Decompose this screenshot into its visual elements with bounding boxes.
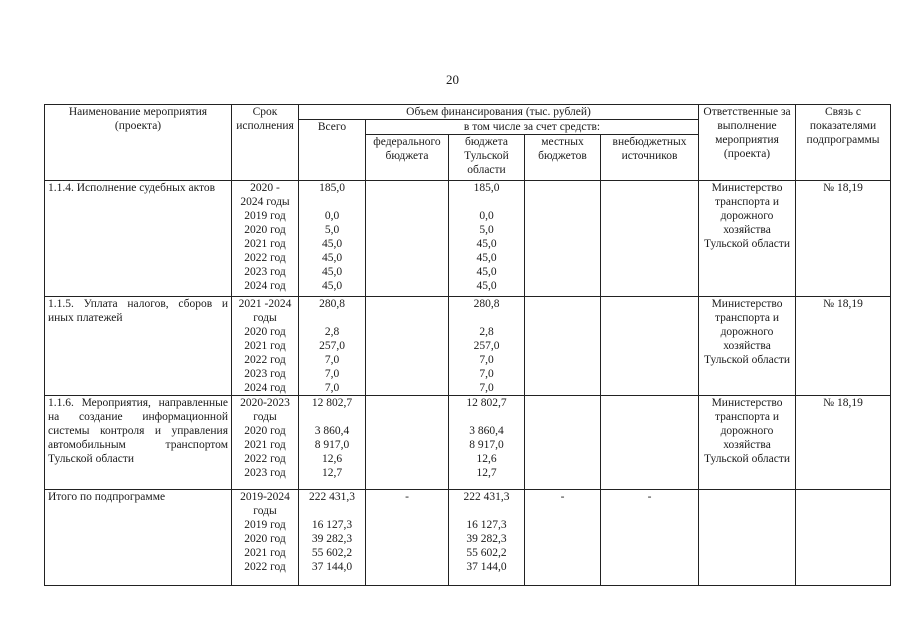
cell-line: - <box>647 491 652 503</box>
cell-line: 2022 год <box>244 453 286 465</box>
cell-line: 2021 год <box>244 340 286 352</box>
cell-line: 45,0 <box>321 252 343 264</box>
cell-line: 185,0 <box>319 182 345 194</box>
cell-line: 2020-2023 <box>240 397 290 409</box>
cell-event-name: 1.1.6. Мероприятия, направленные на создание информационной системы контроля и управления автомобильным транспортом Тульской области <box>45 396 232 490</box>
cell-line: 45,0 <box>321 238 343 250</box>
cell-line: 2023 год <box>244 266 286 278</box>
cell-indicator-link <box>796 490 891 586</box>
financing-table <box>44 104 891 586</box>
cell-line: 7,0 <box>324 368 340 380</box>
header-name: Наименование мероприятия (проекта) <box>45 105 232 181</box>
cell-line: 12,6 <box>321 453 343 465</box>
cell-line: 257,0 <box>473 340 500 352</box>
cell-line: 16 127,3 <box>311 519 353 531</box>
header-total: Всего <box>299 120 366 181</box>
cell-extra <box>601 490 699 586</box>
table-row <box>45 490 891 586</box>
header-funding: Объем финансирования (тыс. рублей) <box>299 105 699 120</box>
cell-line: 2020 - <box>250 182 280 194</box>
cell-regional <box>449 396 525 490</box>
header-local: местных бюджетов <box>525 135 601 181</box>
cell-line <box>452 195 521 209</box>
header-link: Связь с показателями подпрограммы <box>796 105 891 181</box>
cell-term <box>232 396 299 490</box>
cell-line <box>302 195 362 209</box>
cell-regional <box>449 297 525 396</box>
cell-line: годы <box>253 312 277 324</box>
table-body <box>45 181 891 586</box>
header-regional: бюджета Тульской области <box>449 135 525 181</box>
cell-indicator-link: № 18,19 <box>796 181 891 297</box>
header-federal: федерального бюджета <box>366 135 449 181</box>
cell-regional <box>449 490 525 586</box>
cell-line: 7,0 <box>324 382 340 394</box>
cell-line: 222 431,3 <box>463 491 510 503</box>
cell-line: 0,0 <box>324 210 340 222</box>
cell-line: 2021 -2024 <box>238 298 292 310</box>
cell-responsible: Министерство транспорта и дорожного хозяйства Тульской области <box>699 396 796 490</box>
cell-line: 39 282,3 <box>466 533 507 545</box>
cell-line: 2019 год <box>244 519 286 531</box>
cell-line: 45,0 <box>476 238 497 250</box>
cell-line <box>302 311 362 325</box>
cell-federal <box>366 396 449 490</box>
header-including: в том числе за счет средств: <box>366 120 699 135</box>
page-number: 20 <box>446 72 459 87</box>
cell-term <box>232 297 299 396</box>
cell-line <box>452 311 521 325</box>
cell-line: 2020 год <box>244 224 286 236</box>
cell-line: 55 602,2 <box>466 547 507 559</box>
cell-line: 12,7 <box>476 467 497 479</box>
cell-line: 2022 год <box>244 561 286 573</box>
cell-line: 2024 годы <box>240 196 290 208</box>
cell-line: 37 144,0 <box>311 561 353 573</box>
cell-line: 12,7 <box>321 467 343 479</box>
cell-term <box>232 490 299 586</box>
cell-term <box>232 181 299 297</box>
cell-line <box>452 410 521 424</box>
cell-line: 2024 год <box>244 382 286 394</box>
cell-line: 37 144,0 <box>466 561 507 573</box>
cell-line: 45,0 <box>476 266 497 278</box>
cell-event-name: 1.1.4. Исполнение судебных актов <box>45 181 232 297</box>
cell-local <box>525 490 601 586</box>
cell-line: 5,0 <box>479 224 494 236</box>
cell-line: 45,0 <box>476 280 497 292</box>
cell-event-name: 1.1.5. Уплата налогов, сборов и иных платежей <box>45 297 232 396</box>
cell-local <box>525 181 601 297</box>
cell-extra <box>601 181 699 297</box>
cell-total <box>299 490 366 586</box>
cell-line: 2021 год <box>244 238 286 250</box>
cell-local <box>525 396 601 490</box>
cell-extra <box>601 297 699 396</box>
cell-regional <box>449 181 525 297</box>
cell-responsible: Министерство транспорта и дорожного хозяйства Тульской области <box>699 297 796 396</box>
header-term: Срок исполнения <box>232 105 299 181</box>
cell-line: 7,0 <box>479 368 494 380</box>
cell-federal <box>366 181 449 297</box>
cell-total <box>299 297 366 396</box>
cell-line: 257,0 <box>319 340 345 352</box>
cell-line: 7,0 <box>324 354 340 366</box>
cell-line: 45,0 <box>476 252 497 264</box>
cell-line: 3 860,4 <box>314 425 350 437</box>
cell-line: 12 802,7 <box>311 397 353 409</box>
cell-line: 185,0 <box>473 182 500 194</box>
table-row <box>45 396 891 490</box>
table-header <box>45 105 891 181</box>
cell-line <box>302 410 362 424</box>
cell-line: 39 282,3 <box>311 533 353 545</box>
cell-line: 8 917,0 <box>469 439 504 451</box>
cell-line: 2021 год <box>244 439 286 451</box>
cell-event-name: Итого по подпрограмме <box>45 490 232 586</box>
cell-extra <box>601 396 699 490</box>
cell-line: 2020 год <box>244 425 286 437</box>
cell-line: 7,0 <box>479 354 494 366</box>
cell-line: 280,8 <box>473 298 500 310</box>
cell-indicator-link: № 18,19 <box>796 396 891 490</box>
cell-federal <box>366 490 449 586</box>
cell-line <box>452 504 521 518</box>
cell-line: 5,0 <box>324 224 340 236</box>
cell-local <box>525 297 601 396</box>
cell-line: 2022 год <box>244 354 286 366</box>
cell-line: 45,0 <box>321 266 343 278</box>
cell-line: 2,8 <box>324 326 340 338</box>
cell-line: 2,8 <box>479 326 494 338</box>
cell-line: 2021 год <box>244 547 286 559</box>
cell-line: 12 802,7 <box>466 397 507 409</box>
header-extra: внебюджетных источников <box>601 135 699 181</box>
cell-line: - <box>405 491 409 503</box>
cell-responsible: Министерство транспорта и дорожного хозяйства Тульской области <box>699 181 796 297</box>
cell-line: 2024 год <box>244 280 286 292</box>
cell-line: 3 860,4 <box>469 425 504 437</box>
cell-line: 0,0 <box>479 210 494 222</box>
cell-indicator-link: № 18,19 <box>796 297 891 396</box>
cell-line: 2022 год <box>244 252 286 264</box>
cell-line: 8 917,0 <box>314 439 350 451</box>
cell-total <box>299 396 366 490</box>
header-responsible: Ответственные за выполнение мероприятия (проекта) <box>699 105 796 181</box>
cell-total <box>299 181 366 297</box>
table-row <box>45 297 891 396</box>
cell-line: 2020 год <box>244 326 286 338</box>
table-row <box>45 181 891 297</box>
cell-line: 2019 год <box>244 210 286 222</box>
cell-line: 2023 год <box>244 467 286 479</box>
cell-federal <box>366 297 449 396</box>
cell-line: 222 431,3 <box>309 491 355 503</box>
cell-line: 2020 год <box>244 533 286 545</box>
cell-line: 7,0 <box>479 382 494 394</box>
cell-line: - <box>560 491 565 503</box>
cell-line: 280,8 <box>319 298 345 310</box>
cell-line: 2019-2024 <box>240 491 290 503</box>
cell-line: 16 127,3 <box>466 519 507 531</box>
cell-line: 55 602,2 <box>311 547 353 559</box>
cell-line: годы <box>253 505 277 517</box>
cell-line: 12,6 <box>476 453 497 465</box>
cell-line: годы <box>253 411 277 423</box>
cell-line: 2023 год <box>244 368 286 380</box>
cell-responsible <box>699 490 796 586</box>
cell-line <box>302 504 362 518</box>
cell-line: 45,0 <box>321 280 343 292</box>
